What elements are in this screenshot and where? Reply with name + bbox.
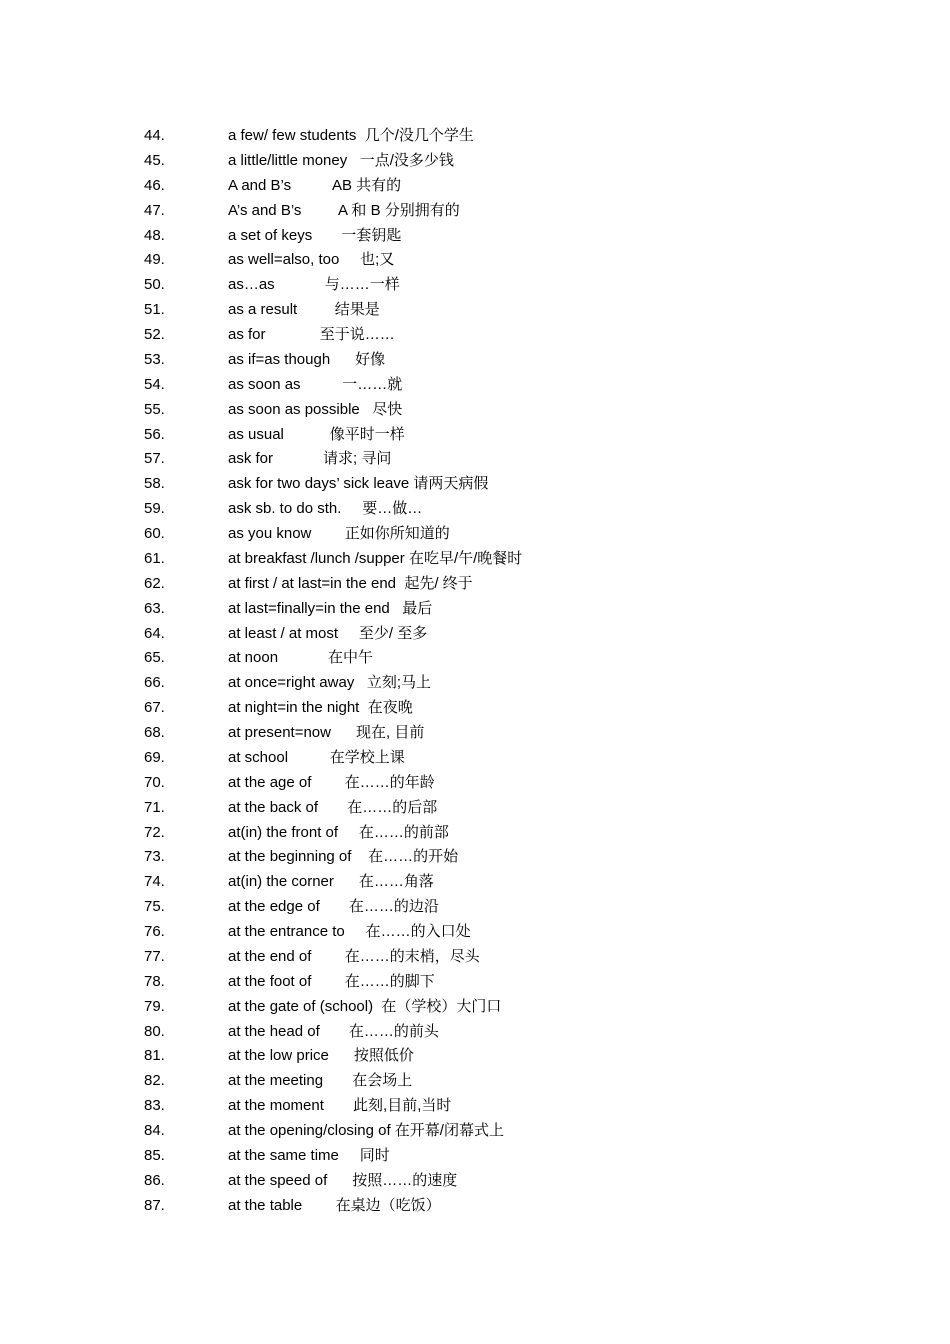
phrase-text: at the table 在桌边（吃饭） [228, 1196, 441, 1214]
item-number: 68. [144, 724, 165, 741]
item-number: 78. [144, 972, 165, 990]
list-item [144, 821, 864, 846]
phrase-text: at the opening/closing of 在开幕/闭幕式上 [228, 1122, 504, 1139]
phrase-text: A’s and B’s A 和 B 分别拥有的 [228, 201, 460, 219]
phrase-text: as you know 正如你所知道的 [228, 525, 450, 542]
item-number: 65. [144, 649, 165, 667]
phrase-text: ask for 请求; 寻问 [228, 450, 392, 468]
list-item [144, 622, 864, 647]
item-number: 63. [144, 599, 165, 617]
list-item [144, 945, 864, 970]
phrase-text: at breakfast /lunch /supper 在吃早/午/晚餐时 [228, 549, 523, 567]
phrase-text: a little/little money 一点/没多少钱 [228, 151, 454, 169]
item-number: 51. [144, 301, 165, 319]
list-item [144, 1169, 864, 1194]
item-number: 56. [144, 425, 165, 443]
phrase-text: at the moment 此刻,目前,当时 [228, 1097, 452, 1115]
list-item [144, 1194, 864, 1219]
list-item [144, 497, 864, 522]
phrase-text: ask sb. to do sth. 要…做… [228, 500, 423, 518]
list-item [144, 248, 864, 273]
list-item [144, 870, 864, 895]
list-item [144, 323, 864, 348]
item-number: 54. [144, 375, 165, 393]
phrase-text: at last=finally=in the end 最后 [228, 599, 433, 617]
list-item [144, 920, 864, 945]
phrase-text: at the back of 在……的后部 [228, 798, 438, 816]
item-number: 53. [144, 350, 165, 368]
list-item [144, 995, 864, 1020]
phrase-text: as…as 与……一样 [228, 276, 400, 294]
phrase-text: at the beginning of 在……的开始 [228, 848, 459, 866]
phrase-text: at the entrance to 在……的入口处 [228, 923, 471, 940]
item-number: 70. [144, 773, 165, 791]
phrase-text: at the head of 在……的前头 [228, 1022, 439, 1040]
phrase-text: at school 在学校上课 [228, 748, 405, 766]
phrase-text: at the edge of 在……的边沿 [228, 898, 439, 916]
list-item [144, 398, 864, 423]
list-item [144, 970, 864, 995]
item-number: 71. [144, 798, 165, 816]
list-item [144, 1020, 864, 1045]
list-item [144, 1094, 864, 1119]
phrase-text: as a result 结果是 [228, 301, 380, 319]
item-number: 87. [144, 1196, 165, 1214]
item-number: 74. [144, 873, 165, 891]
phrase-text: at(in) the corner 在……角落 [228, 873, 434, 891]
list-item [144, 696, 864, 721]
list-item [144, 845, 864, 870]
phrase-text: a few/ few students 几个/没几个学生 [228, 127, 474, 144]
list-item [144, 895, 864, 920]
list-item [144, 597, 864, 622]
list-item [144, 224, 864, 249]
phrase-text: as soon as possible 尽快 [228, 400, 403, 418]
item-number: 67. [144, 699, 165, 717]
phrase-text: as well=also, too 也;又 [228, 251, 395, 269]
list-item [144, 1069, 864, 1094]
list-item [144, 423, 864, 448]
phrase-text: at the age of 在……的年龄 [228, 773, 435, 791]
list-item [144, 522, 864, 547]
item-number: 73. [144, 848, 165, 866]
list-item [144, 1144, 864, 1169]
phrase-text: at(in) the front of 在……的前部 [228, 823, 449, 841]
phrase-text: at present=now 现在, 目前 [228, 724, 425, 741]
list-item [144, 472, 864, 497]
list-item [144, 174, 864, 199]
list-item [144, 1119, 864, 1144]
item-number: 50. [144, 276, 165, 294]
item-number: 47. [144, 201, 165, 219]
item-number: 69. [144, 748, 165, 766]
item-number: 61. [144, 549, 165, 567]
phrase-text: at the same time 同时 [228, 1146, 390, 1164]
item-number: 58. [144, 475, 165, 493]
phrase-text: at the foot of 在……的脚下 [228, 972, 435, 990]
list-item [144, 273, 864, 298]
phrase-text: as if=as though 好像 [228, 350, 386, 368]
list-item [144, 149, 864, 174]
item-number: 44. [144, 127, 165, 144]
list-item [144, 572, 864, 597]
item-number: 86. [144, 1171, 165, 1189]
list-item [144, 348, 864, 373]
phrase-text: A and B’s AB 共有的 [228, 176, 402, 194]
list-item [144, 199, 864, 224]
item-number: 80. [144, 1022, 165, 1040]
list-item [144, 298, 864, 323]
list-item [144, 721, 864, 746]
phrase-text: at the low price 按照低价 [228, 1047, 414, 1065]
phrase-text: at once=right away 立刻;马上 [228, 674, 431, 692]
phrase-text: as usual 像平时一样 [228, 425, 405, 443]
phrase-text: at first / at last=in the end 起先/ 终于 [228, 574, 473, 592]
item-number: 85. [144, 1146, 165, 1164]
phrase-text: ask for two days’ sick leave 请两天病假 [228, 475, 489, 493]
list-item [144, 547, 864, 572]
item-number: 49. [144, 251, 165, 269]
item-number: 64. [144, 624, 165, 642]
item-number: 45. [144, 151, 165, 169]
list-item [144, 646, 864, 671]
phrase-text: at the end of 在……的末梢，尽头 [228, 947, 480, 965]
item-number: 84. [144, 1122, 165, 1139]
phrase-text: as soon as 一……就 [228, 375, 403, 393]
list-item [144, 1044, 864, 1069]
item-number: 66. [144, 674, 165, 692]
item-number: 76. [144, 923, 165, 940]
item-number: 57. [144, 450, 165, 468]
item-number: 60. [144, 525, 165, 542]
item-number: 81. [144, 1047, 165, 1065]
item-number: 79. [144, 997, 165, 1015]
list-item [144, 373, 864, 398]
phrase-text: at the meeting 在会场上 [228, 1072, 413, 1090]
phrase-text: as for 至于说…… [228, 326, 395, 343]
item-number: 75. [144, 898, 165, 916]
phrase-list [144, 124, 864, 1219]
item-number: 83. [144, 1097, 165, 1115]
phrase-text: a set of keys 一套钥匙 [228, 226, 402, 244]
list-item [144, 746, 864, 771]
item-number: 72. [144, 823, 165, 841]
item-number: 55. [144, 400, 165, 418]
item-number: 48. [144, 226, 165, 244]
item-number: 46. [144, 176, 165, 194]
phrase-text: at the gate of (school) 在（学校）大门口 [228, 997, 502, 1015]
list-item [144, 796, 864, 821]
list-item [144, 124, 864, 149]
item-number: 59. [144, 500, 165, 518]
item-number: 77. [144, 947, 165, 965]
phrase-text: at least / at most 至少/ 至多 [228, 624, 428, 642]
phrase-text: at noon 在中午 [228, 649, 374, 667]
list-item [144, 771, 864, 796]
item-number: 52. [144, 326, 165, 343]
item-number: 82. [144, 1072, 165, 1090]
list-item [144, 447, 864, 472]
phrase-text: at the speed of 按照……的速度 [228, 1171, 458, 1189]
list-item [144, 671, 864, 696]
phrase-text: at night=in the night 在夜晚 [228, 699, 413, 717]
item-number: 62. [144, 574, 165, 592]
